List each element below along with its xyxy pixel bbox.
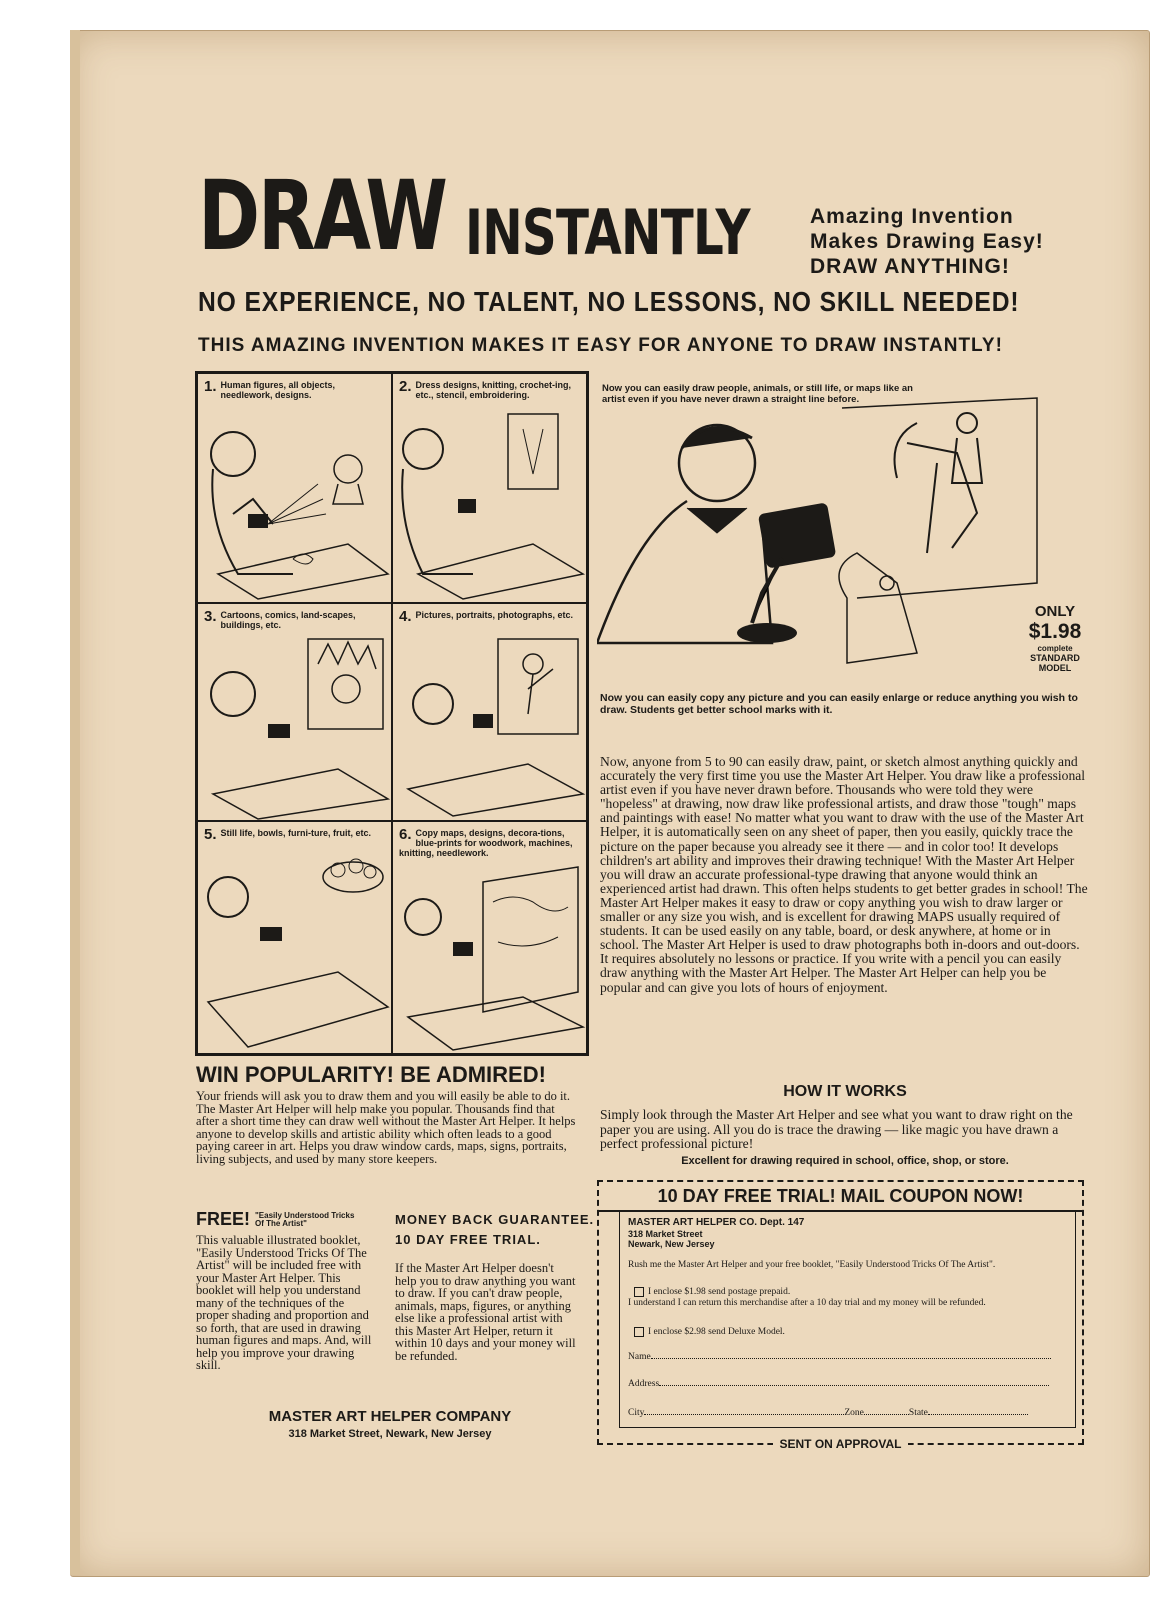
address-label: Address	[628, 1379, 660, 1389]
price-amount: $1.98	[1028, 620, 1082, 643]
price-note-1: complete	[1037, 644, 1073, 653]
coupon-rush-text: Rush me the Master Art Helper and your free booklet, "Easily Understood Tricks Of The Artist".	[628, 1260, 996, 1270]
free-booklet-heading	[196, 1209, 355, 1230]
coupon-header: 10 DAY FREE TRIAL! MAIL COUPON NOW!	[599, 1182, 1082, 1212]
panel-number: 6.	[399, 826, 412, 843]
city-zone-state-field[interactable]	[628, 1408, 1068, 1419]
headline-instantly: INSTANTLY	[465, 196, 750, 269]
address-field[interactable]	[628, 1379, 1068, 1390]
page-spine	[70, 30, 80, 1575]
panel-number: 5.	[204, 826, 217, 843]
panel-illustration	[393, 822, 588, 1055]
panel-caption: Human figures, all objects, needlework, designs.	[220, 380, 336, 400]
panel-6	[392, 821, 587, 1054]
guarantee-title-2: 10 DAY FREE TRIAL.	[395, 1232, 541, 1247]
how-it-works-heading: HOW IT WORKS	[783, 1083, 907, 1100]
name-label: Name	[628, 1352, 651, 1362]
panel-number: 4.	[399, 608, 412, 625]
tagline-line-1: Amazing Invention	[810, 205, 1014, 228]
panel-number: 3.	[204, 608, 217, 625]
coupon-option-deluxe[interactable]	[634, 1327, 785, 1338]
panel-2	[392, 373, 587, 603]
excellent-note: Excellent for drawing required in school, office, shop, or store.	[681, 1155, 1009, 1167]
headline-draw: DRAW	[198, 160, 446, 272]
illustration-caption: Now you can easily draw people, animals, or still life, or maps like an artist even if you have never drawn a straight line before.	[602, 383, 913, 405]
panel-caption: Still life, bowls, furni-ture, fruit, etc.	[220, 828, 372, 838]
headline-tagline	[810, 204, 1090, 279]
tagline-line-2: Makes Drawing Easy!	[810, 230, 1044, 253]
panel-number: 2.	[399, 378, 412, 395]
copy-enlarge-caption: Now you can easily copy any picture and you can easily enlarge or reduce anything you wish to draw. Students get better school marks with it.	[600, 692, 1078, 716]
company-address: 318 Market Street, Newark, New Jersey	[288, 1428, 492, 1440]
state-label: State	[908, 1408, 928, 1418]
panel-number: 1.	[204, 378, 217, 395]
city-label: City	[628, 1408, 645, 1418]
panel-illustration	[198, 822, 393, 1055]
panel-caption: Copy maps, designs, decora-tions, blue-prints for woodwork, machines, knitting, needlework.	[399, 828, 573, 858]
win-popularity-body: Your friends will ask you to draw them and you will easily be able to do it. The Master Art Helper will help make you popular. Thousands find that after a short time they can draw well without the Master Art Helper. It helps anyone to develop skills and artistic ability which often leads to a good paying career in art. Helps you draw window cards, maps, signs, portraits, living subjects, and used by many store keepers.	[196, 1089, 576, 1166]
name-field[interactable]	[628, 1352, 1068, 1363]
guarantee-heading	[395, 1210, 594, 1250]
panel-illustration	[393, 604, 588, 822]
main-body-copy: Now, anyone from 5 to 90 can easily draw, paint, or sketch almost anything quickly and accurately the very first time you use the Master Art Helper. You draw like a professional artist even if you have never drawn before. Thousands who were told they were "hopeless" at drawing, now draw like professional artists, and draw those "tough" maps and paintings with ease! No matter what you want to draw with the use of the Master Art Helper, it is automatically seen on any sheet of paper, then you easily, quickly trace the picture on the paper because you already see it there — and in color too! It develops children's art ability and improves their drawing technique! With the Master Art Helper you will draw an accurate professional-type drawing that anyone would think an experienced artist had drawn. This often helps students to get better grades in school! The Master Art Helper makes it easy to draw or copy anything you wish to draw larger or smaller or any size you wish, and is excellent for drawing MAPS usually required of students. It can be used easily on any table, board, or desk anywhere, at home or in school. The Master Art Helper is used to draw photographs both in-doors and out-doors. It requires absolutely no lessons or practice. If you write with a pencil you can easily draw anything with the Master Art Helper. The Master Art Helper can help you be popular and can give you lots of hours of enjoyment.	[600, 754, 1088, 995]
free-booklet-body: This valuable illustrated booklet, "Easily Understood Tricks Of The Artist" will be included free with your Master Art Helper. This booklet will help you understand many of the techniques of the proper shading and proportion and so forth, that are used in drawing human figures and maps. And, will help you improve your drawing skill.	[196, 1233, 372, 1372]
panel-caption: Cartoons, comics, land-scapes, buildings, etc.	[220, 610, 356, 630]
panel-caption: Dress designs, knitting, crochet-ing, etc., stencil, embroidering.	[415, 380, 572, 400]
subhead-amazing-invention: THIS AMAZING INVENTION MAKES IT EASY FOR ANYONE TO DRAW INSTANTLY!	[198, 335, 1003, 356]
price-note-2: STANDARD	[1030, 653, 1080, 663]
win-popularity-heading: WIN POPULARITY! BE ADMIRED!	[196, 1062, 546, 1087]
subhead-no-experience: NO EXPERIENCE, NO TALENT, NO LESSONS, NO SKILL NEEDED!	[198, 286, 1020, 317]
zone-label: Zone	[844, 1408, 864, 1418]
option-standard-label: I enclose $1.98 send postage prepaid.	[648, 1287, 791, 1298]
panel-illustration	[198, 604, 393, 822]
mail-coupon[interactable]	[597, 1180, 1084, 1451]
guarantee-title-1: MONEY BACK GUARANTEE.	[395, 1212, 595, 1227]
price-only: ONLY	[1034, 603, 1076, 620]
coupon-footer	[599, 1437, 1082, 1451]
coupon-address-2: 318 Market Street	[628, 1229, 703, 1239]
checkbox-standard[interactable]	[634, 1287, 644, 1297]
price-note-3: MODEL	[1038, 663, 1072, 673]
panel-illustration	[393, 374, 588, 604]
sent-on-approval: SENT ON APPROVAL	[773, 1437, 907, 1451]
guarantee-body: If the Master Art Helper doesn't help you to draw anything you want to draw. If you can't draw people, animals, maps, figures, or anything else like a professional artist with this Master Art Helper, return it within 10 days and your money will be refunded.	[395, 1261, 576, 1363]
checkbox-deluxe[interactable]	[634, 1327, 644, 1337]
panel-3	[197, 603, 392, 821]
price-block	[1010, 603, 1100, 673]
company-name: MASTER ART HELPER COMPANY	[268, 1408, 512, 1425]
free-title: FREE!	[196, 1209, 250, 1229]
coupon-address-3: Newark, New Jersey	[628, 1239, 715, 1249]
coupon-refund-text: I understand I can return this merchandise after a 10 day trial and my money will be refunded.	[628, 1298, 986, 1308]
panel-grid	[195, 371, 589, 1056]
panel-illustration	[198, 374, 393, 604]
panel-caption: Pictures, portraits, photographs, etc.	[415, 610, 574, 620]
option-deluxe-label: I enclose $2.98 send Deluxe Model.	[648, 1327, 785, 1338]
how-it-works-body: Simply look through the Master Art Helper and see what you want to draw right on the paper you are using. All you do is trace the drawing — like magic you have drawn a perfect professional picture!	[600, 1107, 1073, 1151]
panel-5	[197, 821, 392, 1054]
coupon-address-1: MASTER ART HELPER CO. Dept. 147	[628, 1217, 805, 1228]
coupon-form	[619, 1212, 1076, 1428]
panel-1	[197, 373, 392, 603]
coupon-option-standard[interactable]	[634, 1287, 790, 1298]
tagline-line-3: DRAW ANYTHING!	[810, 255, 1010, 278]
free-booklet-name: "Easily Understood Tricks Of The Artist"	[255, 1211, 355, 1229]
panel-4	[392, 603, 587, 821]
